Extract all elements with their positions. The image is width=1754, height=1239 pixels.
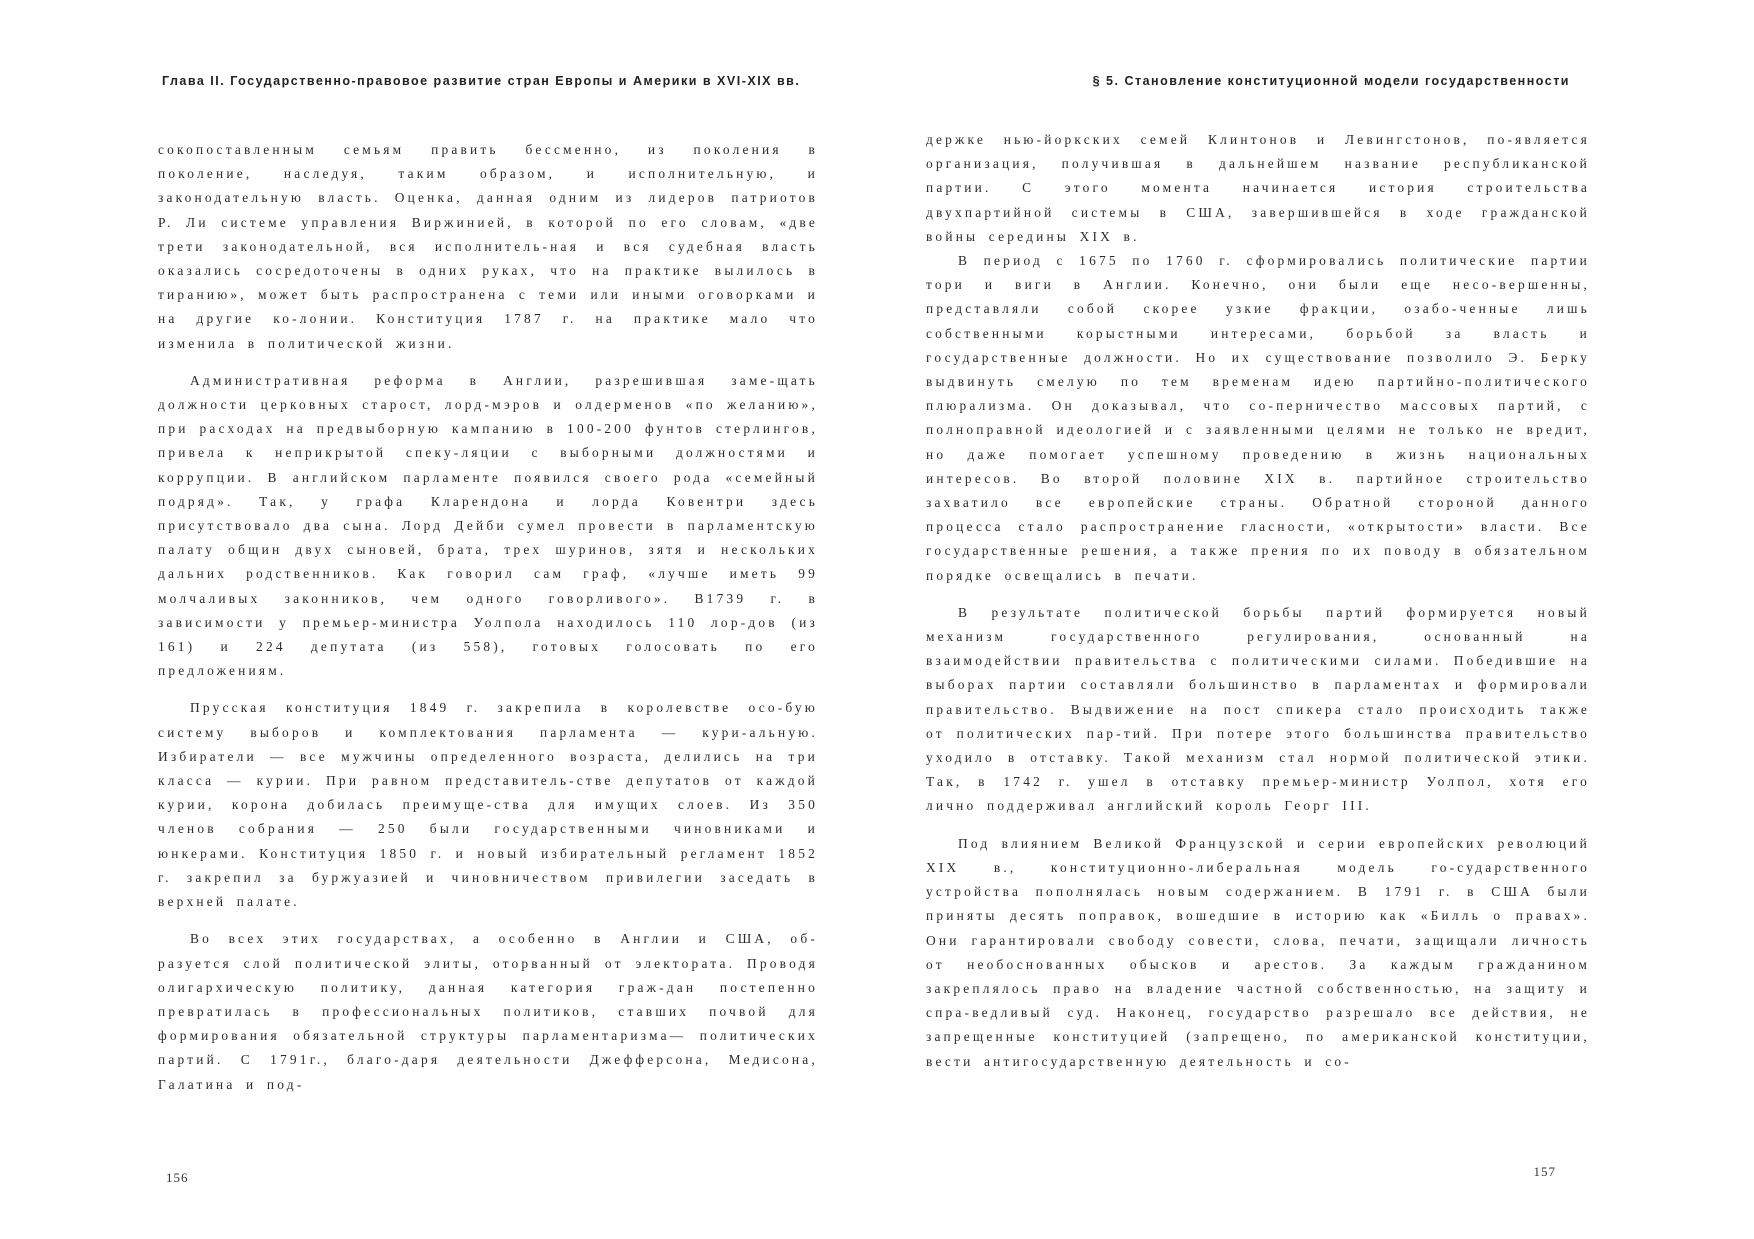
page-number-right: 157 [1533, 1164, 1556, 1179]
right-page-body [926, 128, 1590, 1074]
running-head-right: § 5. Становление конституционной модели государственности [1092, 74, 1570, 88]
paragraph: Административная реформа в Англии, разрешившая заме-щать должности церковных старост, лорд-мэров и олдерменов «по желанию», при расходах на предвыборную кампанию в 100-200 фунтов стерлингов, привела к неприкрытой спеку-ляции с выборными должностями и коррупции. В английском парламенте появился своего рода «семейный подряд». Так, у графа Кларендона и лорда Ковентри здесь присутствовало два сына. Лорд Дейби сумел провести в парламентскую палату общин двух сыновей, брата, трех шуринов, зятя и нескольких дальних родственников. Как говорил сам граф, «лучше иметь 99 молчаливых законников, чем одного говорливого». В1739 г. в зависимости у премьер-министра Уолпола находилось 110 лор-дов (из 161) и 224 депутата (из 558), готовых голосовать по его предложениям. [158, 372, 818, 679]
paragraph: В период с 1675 по 1760 г. сформировались политические партии тори и виги в Англии. Конечно, они были еще несо-вершенны, представляли собой скорее узкие фракции, озабо-ченные лишь собственными корыстными интересами, борьбой за власть и государственные должности. Но их существование позволило Э. Берку выдвинуть смелую по тем временам идею партийно-политического плюрализма. Он доказывал, что со-перничество массовых партий, с полноправной идеологией и с заявленными целями не только не вредит, но даже помогает успешному проведению в жизнь национальных интересов. Во второй половине XIX в. партийное строительство захватило все европейские страны. Обратной стороной данного процесса стало распространение гласности, «открытости» власти. Все государственные решения, а также прения по их поводу в обязательном порядке освещались в печати. [926, 253, 1590, 583]
left-page-body [158, 138, 818, 1097]
paragraph: В результате политической борьбы партий формируется новый механизм государственного регулирования, основанный на взаимодействии правительства с политическими силами. Победившие на выборах партии составляли большинство в парламентах и формировали правительство. Выдвижение на пост спикера стало происходить также от политических пар-тий. При потере этого большинства правительство уходило в отставку. Такой механизм стал нормой политической этики. Так, в 1742 г. ушел в отставку премьер-министр Уолпол, хотя его лично поддерживал английский король Георг III. [926, 604, 1590, 814]
paragraph: держке нью-йоркских семей Клинтонов и Левингстонов, по-является организация, получившая в дальнейшем название республиканской партии. С этого момента начинается история строительства двухпартийной системы в США, завершившейся в ходе гражданской войны середины XIX в. [926, 132, 1590, 244]
paragraph: Под влиянием Великой Французской и серии европейских революций XIX в., конституционно-либеральная модель го-сударственного устройства пополнялась новым содержанием. В 1791 г. в США были приняты десять поправок, вошедшие в историю как «Билль о правах». Они гарантировали свободу совести, слова, печати, защищали личность от необоснованных обысков и арестов. За каждым гражданином закреплялось право на владение частной собственностью, на защиту и спра-ведливый суд. Наконец, государство разрешало все действия, не запрещенные конституцией (запрещено, по американской конституции, вести антигосударственную деятельность и со- [926, 835, 1590, 1069]
right-page [926, 0, 1590, 1239]
paragraph: Прусская конституция 1849 г. закрепила в королевстве осо-бую систему выборов и комплектования парламента — кури-альную. Избиратели — все мужчины определенного возраста, делились на три класса — курии. При равном представитель-стве депутатов от каждой курии, корона добилась преимуще-ства для имущих слоев. Из 350 членов собрания — 250 были государственными чиновниками и юнкерами. Конституция 1850 г. и новый избирательный регламент 1852 г. закрепил за буржуазией и чиновничеством привилегии заседать в верхней палате. [158, 700, 818, 910]
page-number-left: 156 [166, 1170, 189, 1185]
paragraph: сокопоставленным семьям править бессменно, из поколения в поколение, наследуя, таким образом, и исполнительную, и законодательную власть. Оценка, данная одним из лидеров патриотов Р. Ли системе управления Виржинией, в которой по его словам, «две трети законодательной, вся исполнитель-ная и вся судебная власть оказались сосредоточены в одних руках, что на практике вылилось в тиранию», может быть распространена с теми или иными оговорками и на другие ко-лонии. Конституция 1787 г. на практике мало что изменила в политической жизни. [158, 142, 818, 351]
paragraph: Во всех этих государствах, а особенно в Англии и США, об-разуется слой политической элиты, оторванный от электората. Проводя олигархическую политику, данная категория граж-дан постепенно превратилась в профессиональных политиков, ставших почвой для формирования обязательной структуры парламентаризма— политических партий. С 1791г., благо-даря деятельности Джефферсона, Медисона, Галатина и под- [158, 931, 818, 1092]
left-page [158, 0, 818, 1239]
running-head-left: Глава II. Государственно-правовое развитие стран Европы и Америки в XVI-XIX вв. [162, 74, 801, 88]
